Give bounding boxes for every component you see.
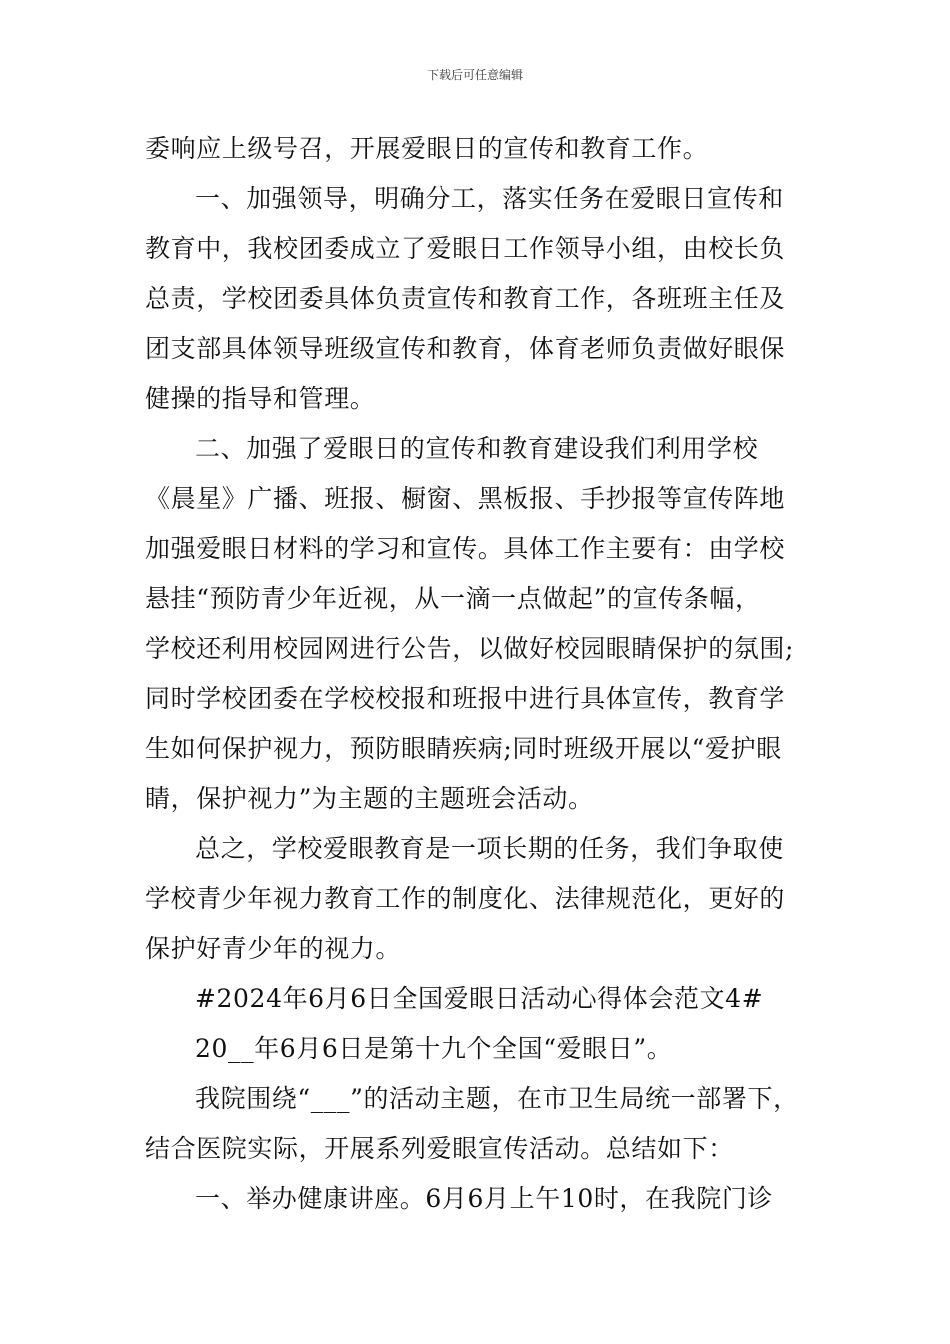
- page-header: 下载后可任意编辑: [426, 68, 523, 82]
- text-line: 保护好青少年的视力。: [145, 934, 402, 963]
- text-line: 教育中，我校团委成立了爱眼日工作领导小组，由校长负: [145, 234, 786, 263]
- text-line: 生如何保护视力，预防眼睛疾病;同时班级开展以“爱护眼: [145, 734, 782, 763]
- text-line: 二、加强了爱眼日的宣传和教育建设我们利用学校: [195, 434, 759, 463]
- text-line: 学校还利用校园网进行公告，以做好校园眼睛保护的氛围;: [145, 634, 795, 663]
- text-line: 我院围绕“___”的活动主题，在市卫生局统一部署下，: [195, 1084, 799, 1113]
- text-line: 总之，学校爱眼教育是一项长期的任务，我们争取使: [195, 834, 784, 863]
- text-line: 20__年6月6日是第十九个全国“爱眼日”。: [195, 1034, 673, 1063]
- text-line: 一、举办健康讲座。6月6月上午10时，在我院门诊: [195, 1184, 774, 1213]
- text-line: 悬挂“预防青少年近视，从一滴一点做起”的宣传条幅，: [145, 584, 761, 613]
- document-body: [145, 124, 825, 1224]
- text-line: 《晨星》广播、班报、橱窗、黑板报、手抄报等宣传阵地: [145, 484, 786, 513]
- text-line: 学校青少年视力教育工作的制度化、法律规范化，更好的: [145, 884, 786, 913]
- text-line: 总责，学校团委具体负责宣传和教育工作，各班班主任及: [145, 284, 786, 313]
- text-line: 一、加强领导，明确分工，落实任务在爱眼日宣传和: [195, 184, 784, 213]
- text-line: 同时学校团委在学校校报和班报中进行具体宣传，教育学: [145, 684, 786, 713]
- text-line: 结合医院实际，开展系列爱眼宣传活动。总结如下：: [145, 1134, 734, 1163]
- section-heading: #2024年6月6日全国爱眼日活动心得体会范文4#: [195, 984, 764, 1013]
- text-line: 睛，保护视力”为主题的主题班会活动。: [145, 784, 594, 813]
- text-line: 加强爱眼日材料的学习和宣传。具体工作主要有：由学校: [145, 534, 786, 563]
- text-line: 团支部具体领导班级宣传和教育，体育老师负责做好眼保: [145, 334, 786, 363]
- text-line: 委响应上级号召，开展爱眼日的宣传和教育工作。: [145, 134, 709, 163]
- text-line: 健操的指导和管理。: [145, 384, 376, 413]
